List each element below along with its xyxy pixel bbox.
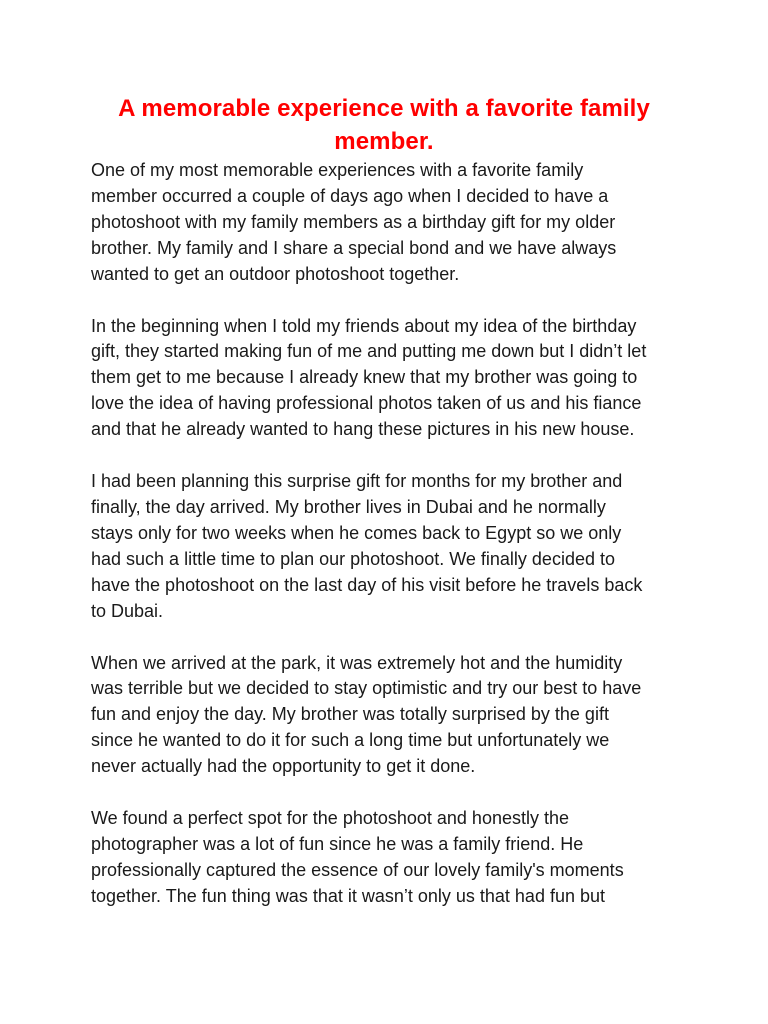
text-line: stays only for two weeks when he comes back to Egypt so we only	[91, 522, 622, 543]
paragraph-3	[91, 469, 691, 624]
text-line: fun and enjoy the day. My brother was totally surprised by the gift	[91, 704, 609, 725]
text-line: photoshoot with my family members as a birthday gift for my older	[91, 211, 616, 232]
text-line: was terrible but we decided to stay optimistic and try our best to have	[91, 678, 642, 699]
text-line: love the idea of having professional photos taken of us and his fiance	[91, 393, 642, 414]
paragraph-1	[91, 158, 691, 288]
text-line: never actually had the opportunity to get it done.	[91, 756, 476, 777]
text-line: professionally captured the essence of our lovely family's moments	[91, 859, 624, 880]
text-line: have the photoshoot on the last day of his visit before he travels back	[91, 574, 643, 595]
text-line: finally, the day arrived. My brother lives in Dubai and he normally	[91, 496, 606, 517]
text-line: One of my most memorable experiences with a favorite family	[91, 160, 584, 180]
text-line: them get to me because I already knew that my brother was going to	[91, 367, 638, 388]
text-line: brother. My family and I share a special bond and we have always	[91, 237, 617, 258]
paragraph-4	[91, 651, 691, 781]
paragraph-2	[91, 314, 691, 444]
text-line: When we arrived at the park, it was extremely hot and the humidity	[91, 652, 623, 673]
document-body	[91, 158, 691, 936]
text-line: together. The fun thing was that it wasn’t only us that had fun but	[91, 885, 606, 906]
text-line: In the beginning when I told my friends about my idea of the birthday	[91, 315, 637, 336]
text-line: since he wanted to do it for such a long time but unfortunately we	[91, 730, 610, 751]
document-title	[80, 92, 688, 158]
title-line: A memorable experience with a favorite family	[118, 95, 650, 122]
text-line: wanted to get an outdoor photoshoot together.	[91, 263, 460, 284]
text-line: photographer was a lot of fun since he was a family friend. He	[91, 833, 584, 854]
title-line: member.	[334, 128, 434, 155]
text-line: gift, they started making fun of me and putting me down but I didn’t let	[91, 341, 647, 362]
text-line: to Dubai.	[91, 600, 164, 621]
text-line: and that he already wanted to hang these pictures in his new house.	[91, 419, 635, 440]
paragraph-5	[91, 806, 691, 910]
text-line: We found a perfect spot for the photoshoot and honestly the	[91, 808, 569, 829]
text-line: had such a little time to plan our photoshoot. We finally decided to	[91, 548, 615, 569]
text-line: member occurred a couple of days ago when I decided to have a	[91, 185, 609, 206]
text-line: I had been planning this surprise gift for months for my brother and	[91, 471, 623, 492]
